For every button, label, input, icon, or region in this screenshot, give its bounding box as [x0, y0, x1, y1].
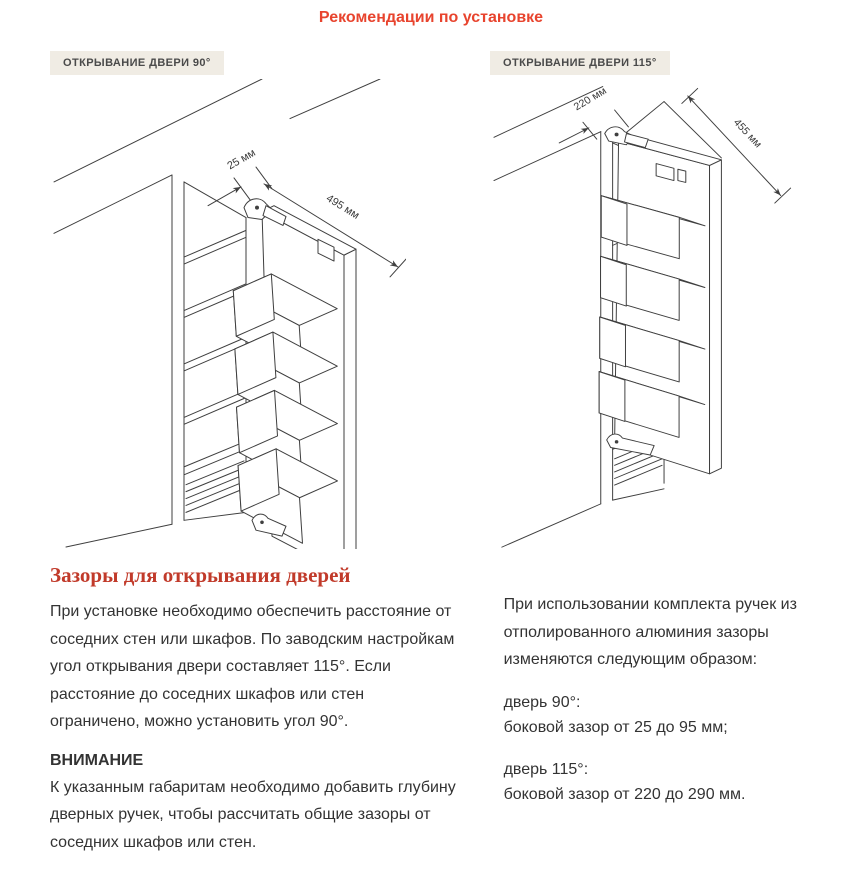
- dim-gap-90-label: 25 мм: [225, 146, 258, 173]
- figure-door-90: [50, 51, 406, 549]
- right-column: [504, 563, 845, 864]
- figure-label-115: ОТКРЫВАНИЕ ДВЕРИ 115°: [490, 51, 670, 75]
- figure-label-90: ОТКРЫВАНИЕ ДВЕРИ 90°: [50, 51, 224, 75]
- spec-door-90: [504, 690, 845, 741]
- section-heading: Зазоры для открывания дверей: [50, 563, 351, 587]
- spec-door-115-value: боковой зазор от 220 до 290 мм.: [503, 786, 746, 804]
- handles-intro: При использовании комплекта ручек из отполированного алюминия зазоры изменяются следующим образом:: [503, 596, 797, 669]
- text-section: [0, 561, 862, 894]
- vent-grille: [186, 461, 244, 512]
- wall-panels: [494, 87, 603, 548]
- figures-row: [0, 51, 862, 549]
- spec-door-90-value: боковой зазор от 25 до 95 мм;: [503, 719, 728, 737]
- dim-width-115-label: 455 мм: [730, 116, 765, 151]
- dim-width-90-label: 495 мм: [323, 192, 362, 222]
- diagram-door-115-icon: [490, 79, 846, 549]
- spec-door-115-label: дверь 115°:: [503, 760, 589, 778]
- figure-door-115: [490, 51, 846, 549]
- left-column: [50, 563, 457, 864]
- warning-title: ВНИМАНИЕ: [50, 751, 144, 769]
- warning-text: К указанным габаритам необходимо добавить глубину дверных ручек, чтобы рассчитать общие зазоры от соседних шкафов или стен.: [50, 778, 456, 851]
- top-hinge: [605, 127, 649, 148]
- spec-door-115: [504, 757, 845, 808]
- page-title: Рекомендации по установке: [318, 9, 544, 26]
- dim-gap-115-label: 220 мм: [571, 85, 609, 114]
- diagram-door-90-icon: [50, 79, 406, 549]
- section-paragraph: При установке необходимо обеспечить расстояние от соседних стен или шкафов. По заводским настройкам угол открывания двери составляет 115°. Если расстояние до соседних шкафов или стен ограничено, можно установить угол 90°.: [50, 603, 455, 731]
- spec-door-90-label: дверь 90°:: [503, 693, 581, 711]
